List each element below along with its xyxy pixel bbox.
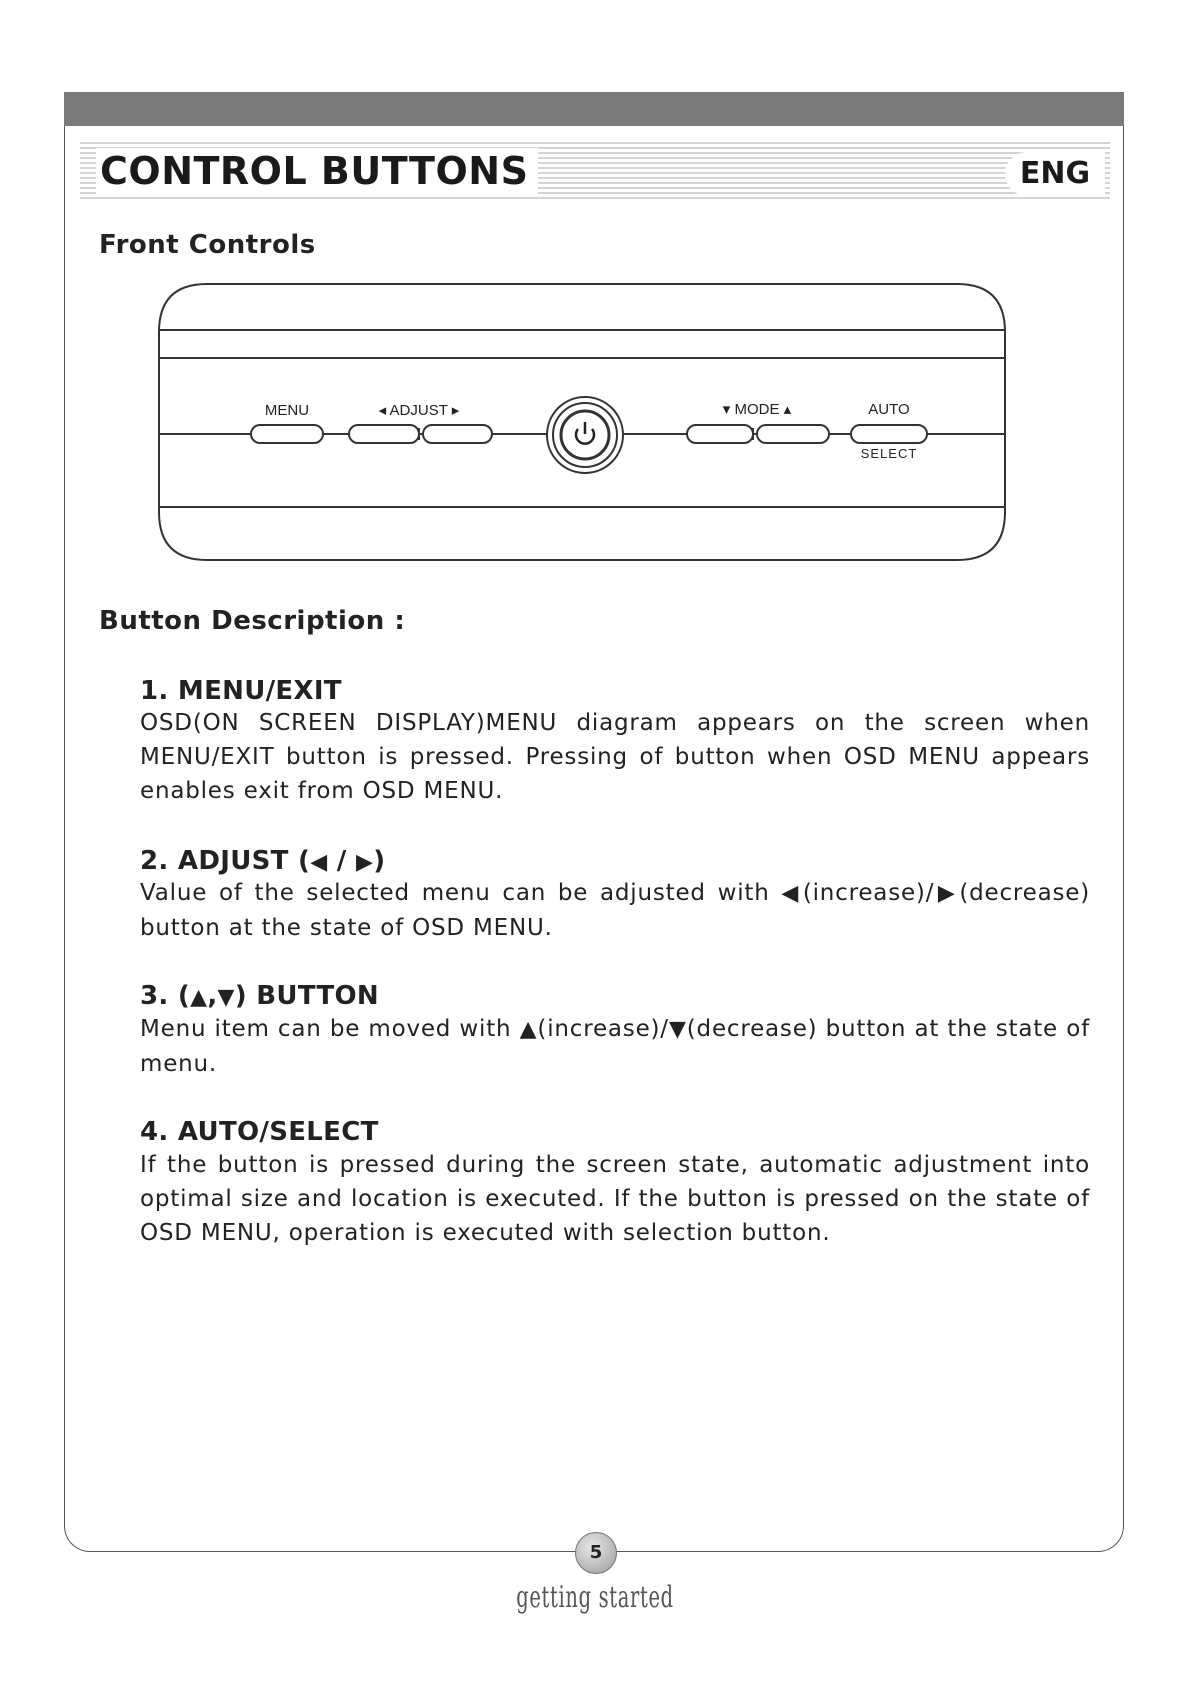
front-controls-diagram	[157, 282, 1007, 564]
item-body-updown	[140, 1012, 1090, 1081]
button-description-heading: Button Description :	[99, 606, 406, 636]
up-arrow-icon: ▲	[190, 985, 208, 1010]
select-label: SELECT	[860, 446, 918, 461]
item-body-text: (increase)/	[537, 1016, 669, 1042]
item-body-text: (increase)/	[802, 880, 935, 906]
item-title-adjust	[140, 846, 385, 876]
item-title-menu-exit: 1. MENU/EXIT	[140, 676, 342, 706]
item-title-text: 3. (	[140, 981, 191, 1011]
auto-label: AUTO	[868, 401, 910, 418]
item-body-text: Value of the selected menu can be adjusted with	[140, 880, 782, 906]
header-bar	[64, 92, 1124, 126]
page-title: CONTROL BUTTONS	[96, 148, 538, 194]
item-body-text: (decrease) button at the state of OSD MENU.	[140, 880, 1090, 941]
mode-up-button[interactable]	[757, 425, 829, 443]
power-button[interactable]	[547, 397, 623, 473]
down-arrow-icon: ▼	[668, 1017, 687, 1042]
front-controls-heading: Front Controls	[99, 230, 316, 260]
item-title-text: ) BUTTON	[234, 981, 379, 1011]
right-arrow-icon: ▶	[355, 850, 374, 875]
menu-button[interactable]	[251, 425, 323, 443]
item-body-adjust	[140, 876, 1090, 945]
auto-select-button[interactable]	[851, 425, 927, 443]
item-body-auto-select: If the button is pressed during the screen state, automatic adjustment into optimal size and location is executed. If the button is pressed on the state of OSD MENU, operation is executed with selection button.	[140, 1152, 1090, 1246]
item-body-menu-exit: OSD(ON SCREEN DISPLAY)MENU diagram appears on the screen when MENU/EXIT button is pressed. Pressing of button when OSD MENU appears enables exit from OSD MENU.	[140, 710, 1090, 804]
item-title-text: /	[327, 846, 356, 876]
left-arrow-icon: ◀	[781, 881, 803, 906]
item-title-text: )	[373, 846, 386, 876]
adjust-label: ◂ ADJUST ▸	[378, 402, 460, 419]
mode-down-button[interactable]	[687, 425, 753, 443]
item-title-updown	[140, 981, 379, 1011]
mode-label: ▾ MODE ▴	[722, 401, 792, 418]
up-arrow-icon: ▲	[519, 1017, 538, 1042]
item-title-text: 2. ADJUST (	[140, 846, 311, 876]
adjust-left-button[interactable]	[349, 425, 419, 443]
menu-label: MENU	[264, 402, 310, 419]
right-arrow-icon: ▶	[934, 881, 960, 906]
left-arrow-icon: ◀	[310, 850, 328, 875]
item-body-text: Menu item can be moved with	[140, 1016, 520, 1042]
down-arrow-icon: ▼	[217, 985, 235, 1010]
page-number-badge: 5	[575, 1532, 617, 1574]
item-title-text: ,	[207, 981, 218, 1011]
adjust-right-button[interactable]	[423, 425, 492, 443]
language-badge: ENG	[1005, 152, 1105, 196]
item-title-auto-select: 4. AUTO/SELECT	[140, 1117, 379, 1147]
section-footer: getting started	[516, 1580, 674, 1615]
item-body-text: (decrease) button at the state of menu.	[140, 1016, 1090, 1077]
